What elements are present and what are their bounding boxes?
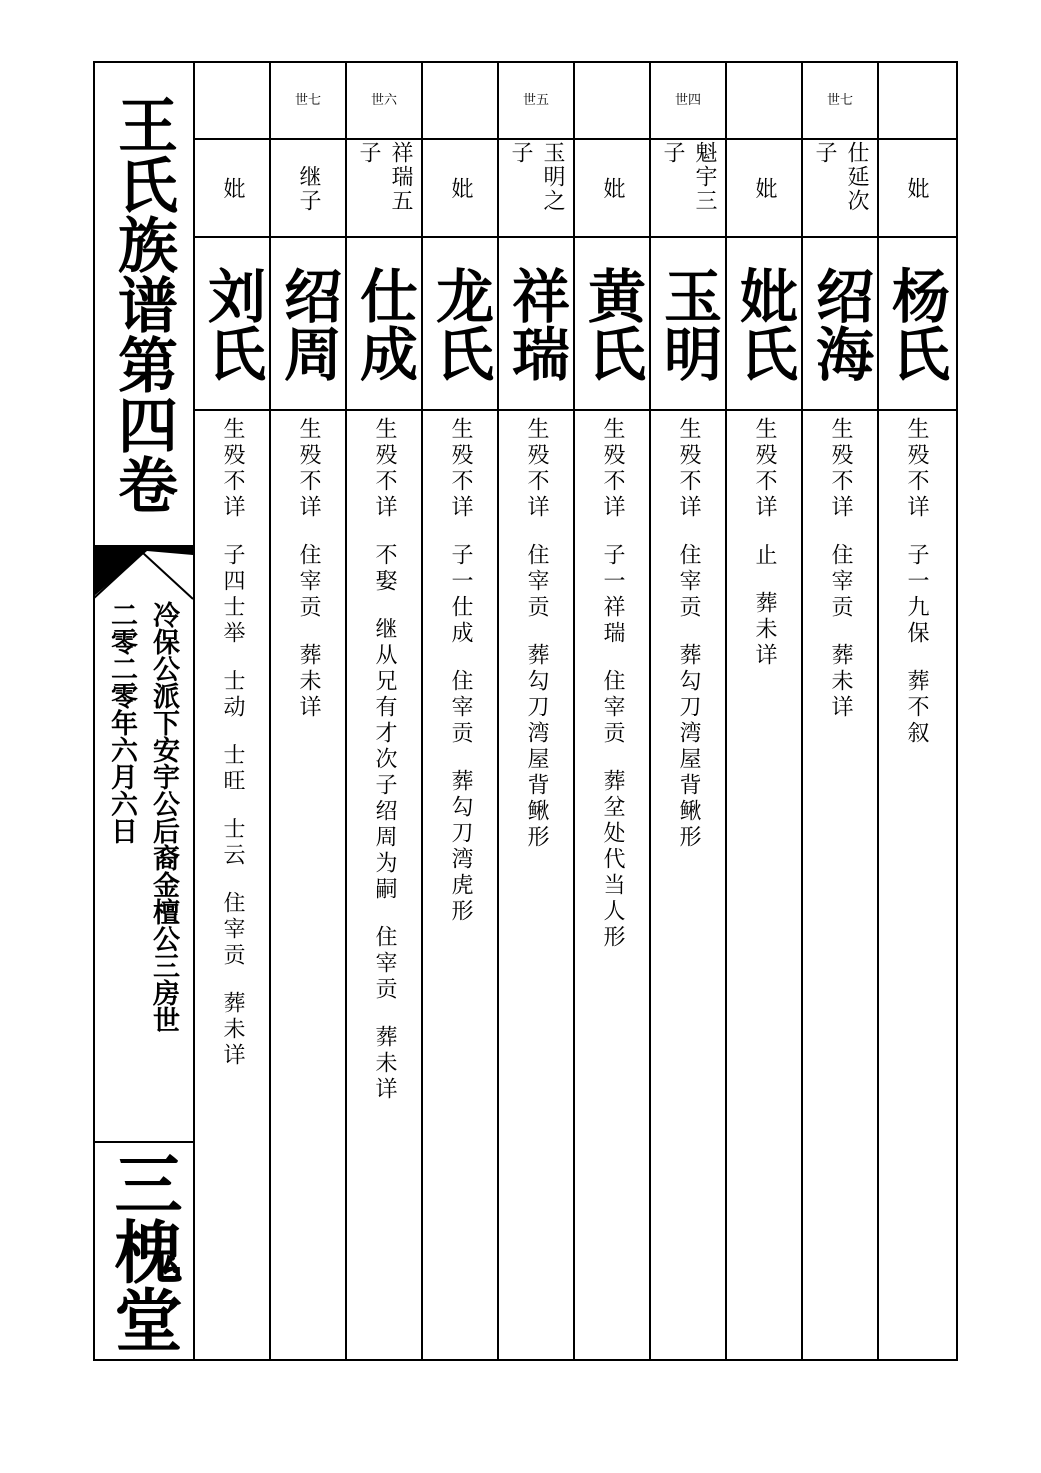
person-column	[347, 61, 423, 1361]
person-name: 杨氏	[882, 265, 950, 382]
person-bio: 生殁不详 不娶 继从兄有才次子绍周为嗣 住宰贡 葬未详	[372, 417, 397, 1103]
bio-cell	[271, 417, 345, 1347]
person-bio: 生殁不详 住宰贡 葬勾刀湾屋背鳅形	[676, 417, 701, 851]
bio-cell	[195, 417, 269, 1347]
bio-cell	[499, 417, 573, 1347]
name-cell	[727, 241, 801, 406]
generation-label: 世四	[674, 93, 701, 108]
relation-cell	[271, 141, 345, 236]
relation-label: 妣	[448, 176, 473, 201]
bio-cell	[879, 417, 953, 1347]
book-title: 王氏族谱第四卷	[108, 94, 178, 514]
relation-cell	[651, 141, 725, 236]
person-bio: 生殁不详 住宰贡 葬未详	[296, 417, 321, 721]
person-bio: 生殁不详 住宰贡 葬未详	[828, 417, 853, 721]
person-name: 龙氏	[426, 265, 494, 382]
relation-label: 继子	[296, 164, 321, 213]
relation-cell	[423, 141, 497, 236]
person-column	[879, 61, 956, 1361]
relation-label: 妣	[752, 176, 777, 201]
relation-cell	[727, 141, 801, 236]
bio-cell	[727, 417, 801, 1347]
person-column	[651, 61, 727, 1361]
person-column	[575, 61, 651, 1361]
person-column	[727, 61, 803, 1361]
person-bio: 生殁不详 子一祥瑞 住宰贡 葬坌处代当人形	[600, 417, 625, 951]
person-bio: 生殁不详 子四士举 士动 士旺 士云 住宰贡 葬未详	[220, 417, 245, 1069]
relation-label: 祥瑞五子	[356, 141, 413, 213]
bio-cell	[651, 417, 725, 1347]
generation-label: 世六	[370, 93, 397, 108]
person-name: 绍海	[806, 265, 874, 382]
name-cell	[195, 241, 269, 406]
person-column	[195, 61, 271, 1361]
person-name: 绍周	[274, 265, 342, 382]
bio-cell	[347, 417, 421, 1347]
person-bio: 生殁不详 住宰贡 葬勾刀湾屋背鳅形	[524, 417, 549, 851]
name-cell	[347, 241, 421, 406]
relation-cell	[347, 141, 421, 236]
generation-label: 世七	[826, 93, 853, 108]
generation-label: 世五	[522, 93, 549, 108]
relation-label: 妣	[904, 176, 929, 201]
genealogy-table	[195, 61, 958, 1361]
relation-label: 妣	[600, 176, 625, 201]
relation-label: 玉明之子	[508, 141, 565, 213]
relation-cell	[575, 141, 649, 236]
hall-name: 三槐堂	[103, 1149, 183, 1353]
person-column	[803, 61, 879, 1361]
name-cell	[271, 241, 345, 406]
generation-label: 世七	[294, 93, 321, 108]
person-bio: 生殁不详 子一仕成 住宰贡 葬勾刀湾虎形	[448, 417, 473, 925]
title-panel	[93, 61, 195, 1361]
branch-lineage-text: 冷保公派下安宇公后裔金檀公三房世	[148, 601, 179, 1033]
person-name: 祥瑞	[502, 265, 570, 382]
relation-cell	[499, 141, 573, 236]
person-bio: 生殁不详 子一九保 葬不叙	[904, 417, 929, 747]
person-column	[271, 61, 347, 1361]
relation-cell	[195, 141, 269, 236]
person-name: 仕成	[350, 265, 418, 382]
name-cell	[575, 241, 649, 406]
person-name: 刘氏	[198, 265, 266, 382]
person-column	[499, 61, 575, 1361]
name-cell	[499, 241, 573, 406]
compilation-date: 二零二零年六月六日	[106, 601, 137, 844]
relation-cell	[803, 141, 877, 236]
person-name: 黄氏	[578, 265, 646, 382]
relation-label: 妣	[220, 176, 245, 201]
name-cell	[423, 241, 497, 406]
person-name: 玉明	[654, 265, 722, 382]
person-bio: 生殁不详 止 葬未详	[752, 417, 777, 669]
bio-cell	[803, 417, 877, 1347]
relation-cell	[879, 141, 953, 236]
person-name: 妣氏	[730, 265, 798, 382]
relation-label: 魁宇三子	[660, 141, 717, 213]
relation-label: 仕延次子	[812, 141, 869, 213]
bio-cell	[423, 417, 497, 1347]
bio-cell	[575, 417, 649, 1347]
name-cell	[651, 241, 725, 406]
name-cell	[803, 241, 877, 406]
fishtail-mark-icon	[93, 547, 193, 607]
person-column	[423, 61, 499, 1361]
name-cell	[879, 241, 953, 406]
